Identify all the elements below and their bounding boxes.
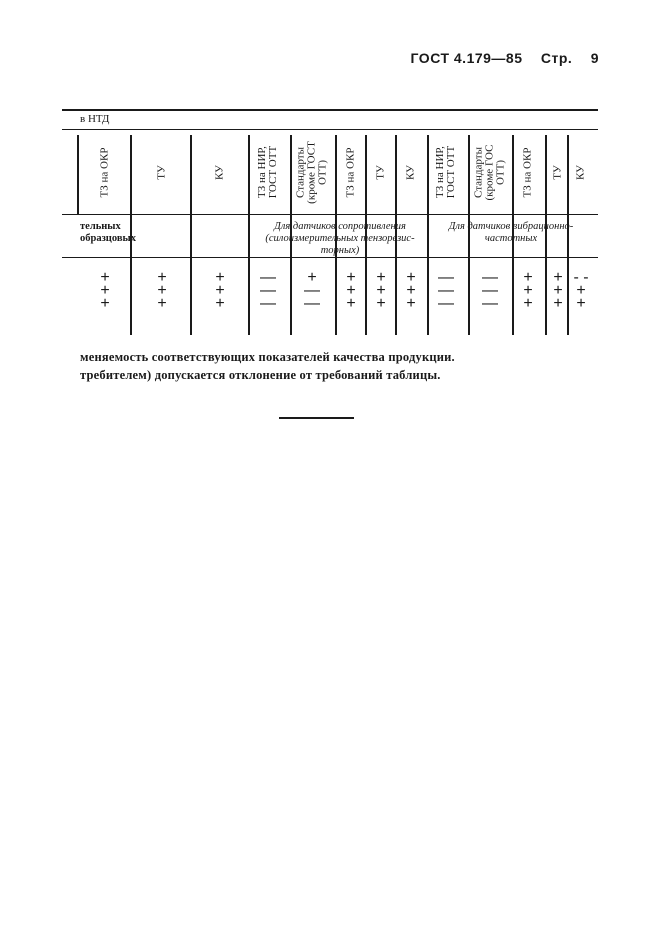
table-cell: + (215, 295, 225, 312)
group-label-resistance: Для датчиков сопротивления (силоизмерительных тензорезис- торных) (265, 221, 415, 256)
column-header: ТЗ на ОКР (521, 147, 534, 197)
page-number: 9 (590, 50, 599, 66)
table-cell: + (576, 295, 586, 312)
table-top-label: в НТД (80, 113, 110, 125)
table-cell: + (553, 295, 563, 312)
column-header: ТЗ на ОКР (344, 147, 357, 197)
table-cell: + (100, 282, 110, 299)
standard-number: ГОСТ 4.179—85 (410, 50, 523, 66)
column-header: КУ (574, 164, 587, 180)
table-cell: + (553, 269, 563, 286)
column-header: ТЗ на НИР, ГОСТ ОТТ (256, 145, 279, 199)
table-cell: + (346, 269, 356, 286)
table-cell: — (260, 269, 276, 286)
column-header: ТЗ на ОКР (98, 147, 111, 197)
table-cell: + (523, 269, 533, 286)
table-cell: + (346, 282, 356, 299)
table-cell: — (482, 282, 498, 299)
table-cell: + (406, 269, 416, 286)
table-cell: + (307, 269, 317, 286)
table-cell: + (523, 295, 533, 312)
table-cell: — (438, 295, 454, 312)
table-cell: — (438, 269, 454, 286)
table-cell: + (376, 282, 386, 299)
paragraph-line-1: меняемость соответствующих показателей качества продукции. (80, 350, 455, 364)
table-cell: + (523, 282, 533, 299)
table-cell: + (157, 282, 167, 299)
group-divider (62, 257, 598, 258)
column-header: ТУ (155, 164, 168, 180)
header-divider (62, 214, 598, 215)
table-cell: + (157, 269, 167, 286)
table-cell: + (215, 282, 225, 299)
column-header: КУ (404, 164, 417, 180)
column-header: ТЗ на НИР, ГОСТ ОТТ (434, 145, 457, 199)
table-cell: + (157, 295, 167, 312)
page-header (397, 50, 599, 66)
left-border (77, 135, 79, 215)
table-cell: - - (573, 269, 589, 286)
table-cell: — (304, 282, 320, 299)
column-header: ТУ (374, 164, 387, 180)
table-cell: + (406, 282, 416, 299)
column-header: Стандарты (кроме ГОСТ ОТТ) (294, 140, 329, 204)
paragraph-line-2: требителем) допускается отклонение от требований таблицы. (80, 368, 441, 382)
table-cell: — (260, 295, 276, 312)
page-label: Стр. (540, 50, 573, 66)
table-cell: + (376, 269, 386, 286)
table-cell: + (346, 295, 356, 312)
table-top-border (62, 109, 598, 111)
column-header: Стандарты (кроме ГОС ОТТ) (472, 144, 507, 200)
end-rule (279, 417, 354, 419)
table-cell: — (438, 282, 454, 299)
table-cell: — (304, 295, 320, 312)
table-cell: + (376, 295, 386, 312)
table-cell: + (576, 282, 586, 299)
table-cell: + (215, 269, 225, 286)
group-label-vibration: Для датчиков вибрационно- частотных (448, 221, 574, 244)
table-cell: + (100, 295, 110, 312)
group-label-samples: тельных образцовых (80, 221, 136, 244)
ntd-divider (62, 129, 598, 130)
table-cell: — (482, 295, 498, 312)
table-cell: + (406, 295, 416, 312)
table-cell: — (260, 282, 276, 299)
column-header: КУ (213, 164, 226, 180)
table-cell: — (482, 269, 498, 286)
table-cell: + (100, 269, 110, 286)
column-header: ТУ (551, 164, 564, 180)
table-cell: + (553, 282, 563, 299)
